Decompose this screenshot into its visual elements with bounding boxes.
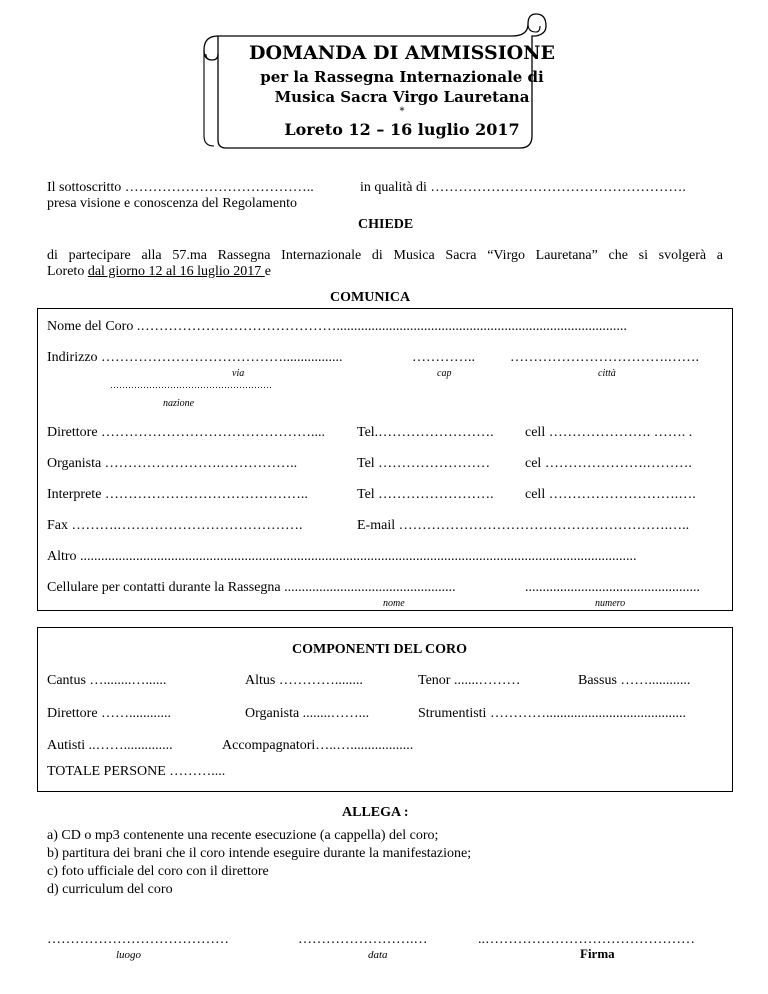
e-word: e bbox=[264, 264, 271, 279]
fax-field[interactable]: Fax ……….…………………………………. bbox=[47, 518, 303, 533]
nazione-label: nazione bbox=[163, 398, 195, 409]
loreto-word: Loreto bbox=[47, 264, 88, 279]
organista-tel-field[interactable]: Tel …………………… bbox=[357, 456, 491, 471]
componenti-heading: COMPONENTI DEL CORO bbox=[292, 642, 468, 657]
nome-label: nome bbox=[383, 598, 405, 609]
form-subtitle-2: Musica Sacra Virgo Lauretana bbox=[274, 88, 530, 106]
chiede-heading: CHIEDE bbox=[358, 217, 414, 232]
accompagnatori-field[interactable]: Accompagnatori…..….................. bbox=[222, 738, 414, 753]
totale-persone-field[interactable]: TOTALE PERSONE ……….... bbox=[47, 764, 226, 779]
autisti-field[interactable]: Autisti ..…….............. bbox=[47, 738, 173, 753]
direttore-tel-field[interactable]: Tel.……………………. bbox=[357, 425, 494, 440]
cap-field[interactable]: ………….. bbox=[412, 350, 475, 365]
via-label: via bbox=[232, 368, 245, 379]
nazione-field[interactable]: ……………………………………………… bbox=[110, 380, 272, 390]
firma-field[interactable]: ..……………………………………… bbox=[478, 932, 695, 947]
date-range-underlined: dal giorno 12 al 16 luglio 2017 bbox=[87, 264, 265, 279]
altro-field[interactable]: Altro ............................................................................................................................................................... bbox=[47, 549, 637, 564]
presa-visione-text: presa visione e conoscenza del Regolamento bbox=[47, 196, 297, 211]
cap-label: cap bbox=[437, 368, 452, 379]
partecipare-text-1: di partecipare alla 57.ma Rassegna Internazionale di Musica Sacra “Virgo Lauretana” che si svolgerà a bbox=[47, 248, 723, 263]
interprete-cell-field[interactable]: cell ……………………….…. bbox=[525, 487, 696, 502]
strumentisti-field[interactable]: Strumentisti …………........................................ bbox=[418, 706, 686, 721]
organista-cel-field[interactable]: cel ………………….………. bbox=[525, 456, 692, 471]
numero-label: numero bbox=[595, 598, 626, 609]
form-title: DOMANDA DI AMMISSIONE bbox=[249, 42, 555, 64]
organista-field[interactable]: Organista …………………….…………….. bbox=[47, 456, 298, 471]
firma-label: Firma bbox=[580, 946, 615, 961]
citta-field[interactable]: …………………………….……. bbox=[510, 350, 699, 365]
cantus-field[interactable]: Cantus …........…...... bbox=[47, 673, 167, 688]
tenor-field[interactable]: Tenor .......……… bbox=[418, 673, 521, 688]
allega-item: b) partitura dei brani che il coro intende eseguire durante la manifestazione; bbox=[47, 846, 472, 861]
direttore-field[interactable]: Direttore ……………………………………….... bbox=[47, 425, 326, 440]
interprete-field[interactable]: Interprete …………………………………….. bbox=[47, 487, 308, 502]
indirizzo-via-field[interactable]: Indirizzo …………………………………................. bbox=[47, 350, 343, 365]
allega-item: d) curriculum del coro bbox=[47, 882, 173, 897]
altus-field[interactable]: Altus …………........ bbox=[245, 673, 363, 688]
cellulare-nome-field[interactable]: Cellulare per contatti durante la Rassegna ................................................. bbox=[47, 580, 456, 595]
allega-item: a) CD o mp3 contenente una recente esecuzione (a cappella) del coro; bbox=[47, 828, 439, 843]
star-mark: * bbox=[399, 106, 405, 117]
allega-item: c) foto ufficiale del coro con il direttore bbox=[47, 864, 269, 879]
sottoscritto-field[interactable]: Il sottoscritto ………………………………….. bbox=[47, 180, 314, 195]
email-field[interactable]: E-mail ………………………………………………….….. bbox=[357, 518, 690, 533]
allega-heading: ALLEGA : bbox=[342, 805, 409, 820]
luogo-field[interactable]: ………………………………… bbox=[47, 932, 229, 947]
partecipare-text-2 bbox=[47, 264, 271, 280]
form-subtitle-1: per la Rassegna Internazionale di bbox=[260, 68, 544, 86]
luogo-label: luogo bbox=[116, 949, 142, 961]
direttore-cell-field[interactable]: cell …………………. ……. . bbox=[525, 425, 693, 440]
data-label: data bbox=[368, 949, 388, 961]
componenti-organista-field[interactable]: Organista ........……... bbox=[245, 706, 370, 721]
interprete-tel-field[interactable]: Tel ……………………. bbox=[357, 487, 494, 502]
qualita-field[interactable]: in qualità di ………………………………………………. bbox=[360, 180, 686, 195]
data-field[interactable]: …………………….… bbox=[298, 932, 428, 947]
bassus-field[interactable]: Bassus ……............ bbox=[578, 673, 691, 688]
cellulare-numero-field[interactable]: .................................................. bbox=[525, 580, 700, 595]
citta-label: città bbox=[598, 368, 616, 379]
nome-coro-field[interactable]: Nome del Coro .……………………………………................................................................................... bbox=[47, 319, 627, 334]
componenti-direttore-field[interactable]: Direttore ……............ bbox=[47, 706, 172, 721]
event-dates: Loreto 12 – 16 luglio 2017 bbox=[284, 120, 520, 139]
comunica-heading: COMUNICA bbox=[330, 290, 411, 305]
